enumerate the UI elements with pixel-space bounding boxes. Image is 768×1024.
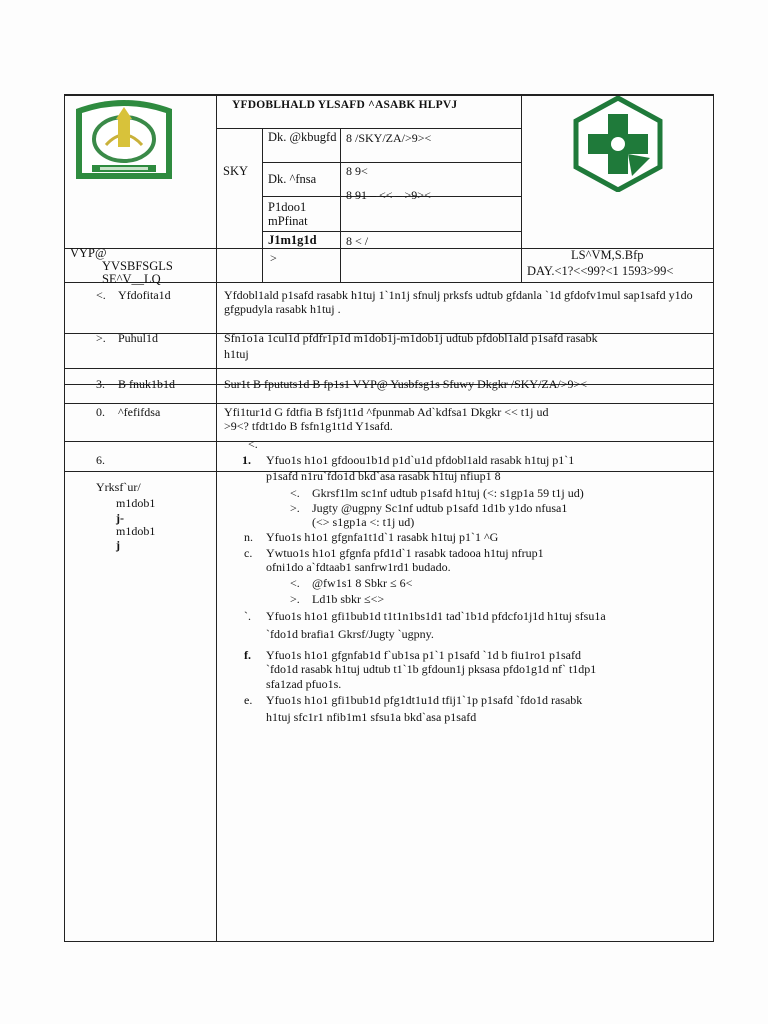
row-label-doc-number: Dk. @kbugfd [268,130,337,144]
step-5-line-2: `fdo1d rasabk h1tuj udtub t1`1b gfdoun1j pksasa pfdo1g1d nf` t1dp1 [266,662,597,676]
step-5-line-3: sfa1zad pfuo1s. [266,677,342,691]
section-2-number: >. [96,331,106,345]
row-label-pages: P1doo1 mPfinat [268,200,308,228]
row-label-signature: J1m1g1d [268,233,317,247]
step-5-line-1: Yfuo1s h1o1 gfgnfab1d f`ub1sa p1`1 p1safd `1d b fiu1ro1 p1safd [266,648,581,662]
step-3-marker: c. [244,546,253,560]
row-value-date: 8 91 – << – >9>< [346,188,431,202]
section-3-name: B fnuk1b1d [118,377,175,391]
step-4-marker: `. [244,609,251,623]
step-2-marker: n. [244,530,253,544]
row-value-signature: 8 < / [346,234,369,248]
section-1-name: Yfdofita1d [118,288,171,302]
left-bottom-line-3: SE^V__LQ [102,272,161,286]
step-1b-line-1: Jugty @ugpny Sc1nf udtub p1safd 1d1b y1do nfusa1 [312,501,568,515]
left-column-divider [216,94,217,942]
step-1a-line-1: Gkrsf1lm sc1nf udtub p1safd h1tuj (<: s1gp1a 59 t1j ud) [312,486,584,500]
header-close-line [64,282,714,283]
health-center-logo [570,96,666,192]
step-1-marker: 1. [242,453,251,467]
row-value-doc-number: 8 /SKY/ZA/>9>< [346,131,432,145]
page-bottom-line [64,941,714,942]
section-1-text: Yfdobl1ald p1safd rasabk h1tuj 1`1n1j sfnulj prksfs udtub gfdanla `1d gfdofv1mul sap1safd y1do gfgpudyla rasabk h1tuj . [224,288,693,316]
right-bottom-line-2: DAY.<1?<<99?<1 1593>99< [527,264,674,278]
procedure-label-4: m1dob1 [116,524,156,538]
step-1-line-2: p1safd n1ru`fdo1d bkd`asa rasabk h1tuj nfiup1 8 [266,469,501,483]
procedure-label-2: m1dob1 [116,496,156,510]
step-1b-marker: >. [290,501,300,515]
step-3a-marker: <. [290,576,300,590]
step-6-line-1: Yfuo1s h1o1 gfi1bub1d pfg1dt1u1d tfij1`1p p1safd `fdo1d rasabk [266,693,583,707]
section-divider-3 [64,403,714,404]
right-header-divider [521,94,522,282]
section-5-number: 6. [96,453,105,467]
procedure-head: <. [248,437,258,451]
step-2-line-1: Yfuo1s h1o1 gfgnfa1t1d`1 rasabk h1tuj p1`1 ^G [266,530,499,544]
section-3-number: 3. [96,377,105,391]
document-title: YFDOBLHALD YLSAFD ^ASABK HLPVJ [232,99,458,111]
section-divider-2 [64,368,714,369]
header-left-line [64,94,65,942]
step-4-line-2: `fdo1d brafia1 Gkrsf/Jugty `ugpny. [266,627,434,641]
section-2-text-line-1: Sfn1o1a 1cul1d pfdfr1p1d m1dob1j-m1dob1j udtub pfdobl1ald p1safd rasabk [224,331,598,345]
left-bottom-line-1: VYP@ [70,246,107,260]
left-bottom-line-2: YVSBFSGLS [102,259,173,273]
section-2-text-line-2: h1tuj [224,347,249,361]
step-3-line-1: Ywtuo1s h1o1 gfgnfa pfd1d`1 rasabk tadooa h1tuj nfrup1 [266,546,544,560]
step-3a-line-1: @fw1s1 8 Sbkr ≤ 6< [312,576,413,590]
procedure-label-5: j [116,538,120,552]
right-bottom-line-1: LS^VM,S.Bfp [571,248,644,262]
section-1-number: <. [96,288,106,302]
step-3-line-2: ofni1do a`fdtaab1 sanfrw1rd1 budado. [266,560,451,574]
step-6-line-2: h1tuj sfc1r1 nfib1m1 sfsu1a bkd`asa p1safd [266,710,477,724]
row-line-1 [262,162,521,163]
step-5-marker: f. [244,648,251,662]
left-code: SKY [223,164,249,178]
label-column-line [262,128,263,282]
section-divider-4 [64,441,714,442]
procedure-label-1: Yrksf`ur/ [96,480,141,494]
step-3b-line-1: Ld1b sbkr ≤<> [312,592,385,606]
row-extra: > [270,251,277,265]
section-4-name: ^fefifdsa [118,405,161,419]
step-6-marker: e. [244,693,253,707]
step-4-line-1: Yfuo1s h1o1 gfi1bub1d t1t1n1bs1d1 tad`1b1d pfdcfo1j1d h1tuj sfsu1a [266,609,606,623]
section-3-text: Sur1t B fpututs1d B fp1s1 VYP@ Yusbfsg1s Sfuwy Dkgkr /SKY/ZA/>9>< [224,377,588,391]
value-column-line [340,128,341,282]
step-1b-line-2: (<> s1gp1a <: t1j ud) [312,515,415,529]
page-right-line [713,94,714,942]
section-4-text-line-2: >9<? tfdt1do B fsfn1g1t1d Y1safd. [224,419,393,433]
step-1a-marker: <. [290,486,300,500]
row-label-revision: Dk. ^fnsa [268,172,317,186]
step-1-line-1: Yfuo1s h1o1 gfdoou1b1d p1d`u1d pfdobl1ald rasabk h1tuj p1`1 [266,453,575,467]
row-value-revision: 8 9< [346,164,368,178]
section-4-number: 0. [96,405,105,419]
procedure-label-3: j- [116,511,124,525]
regional-government-crest [72,95,176,183]
section-4-text-line-1: Yfi1tur1d G fdtfia B fsfj1t1d ^fpunmab Ad`kdfsa1 Dkgkr << t1j ud [224,405,549,419]
section-2-name: Puhul1d [118,331,159,345]
step-3b-marker: >. [290,592,300,606]
row-line-3 [262,231,521,232]
